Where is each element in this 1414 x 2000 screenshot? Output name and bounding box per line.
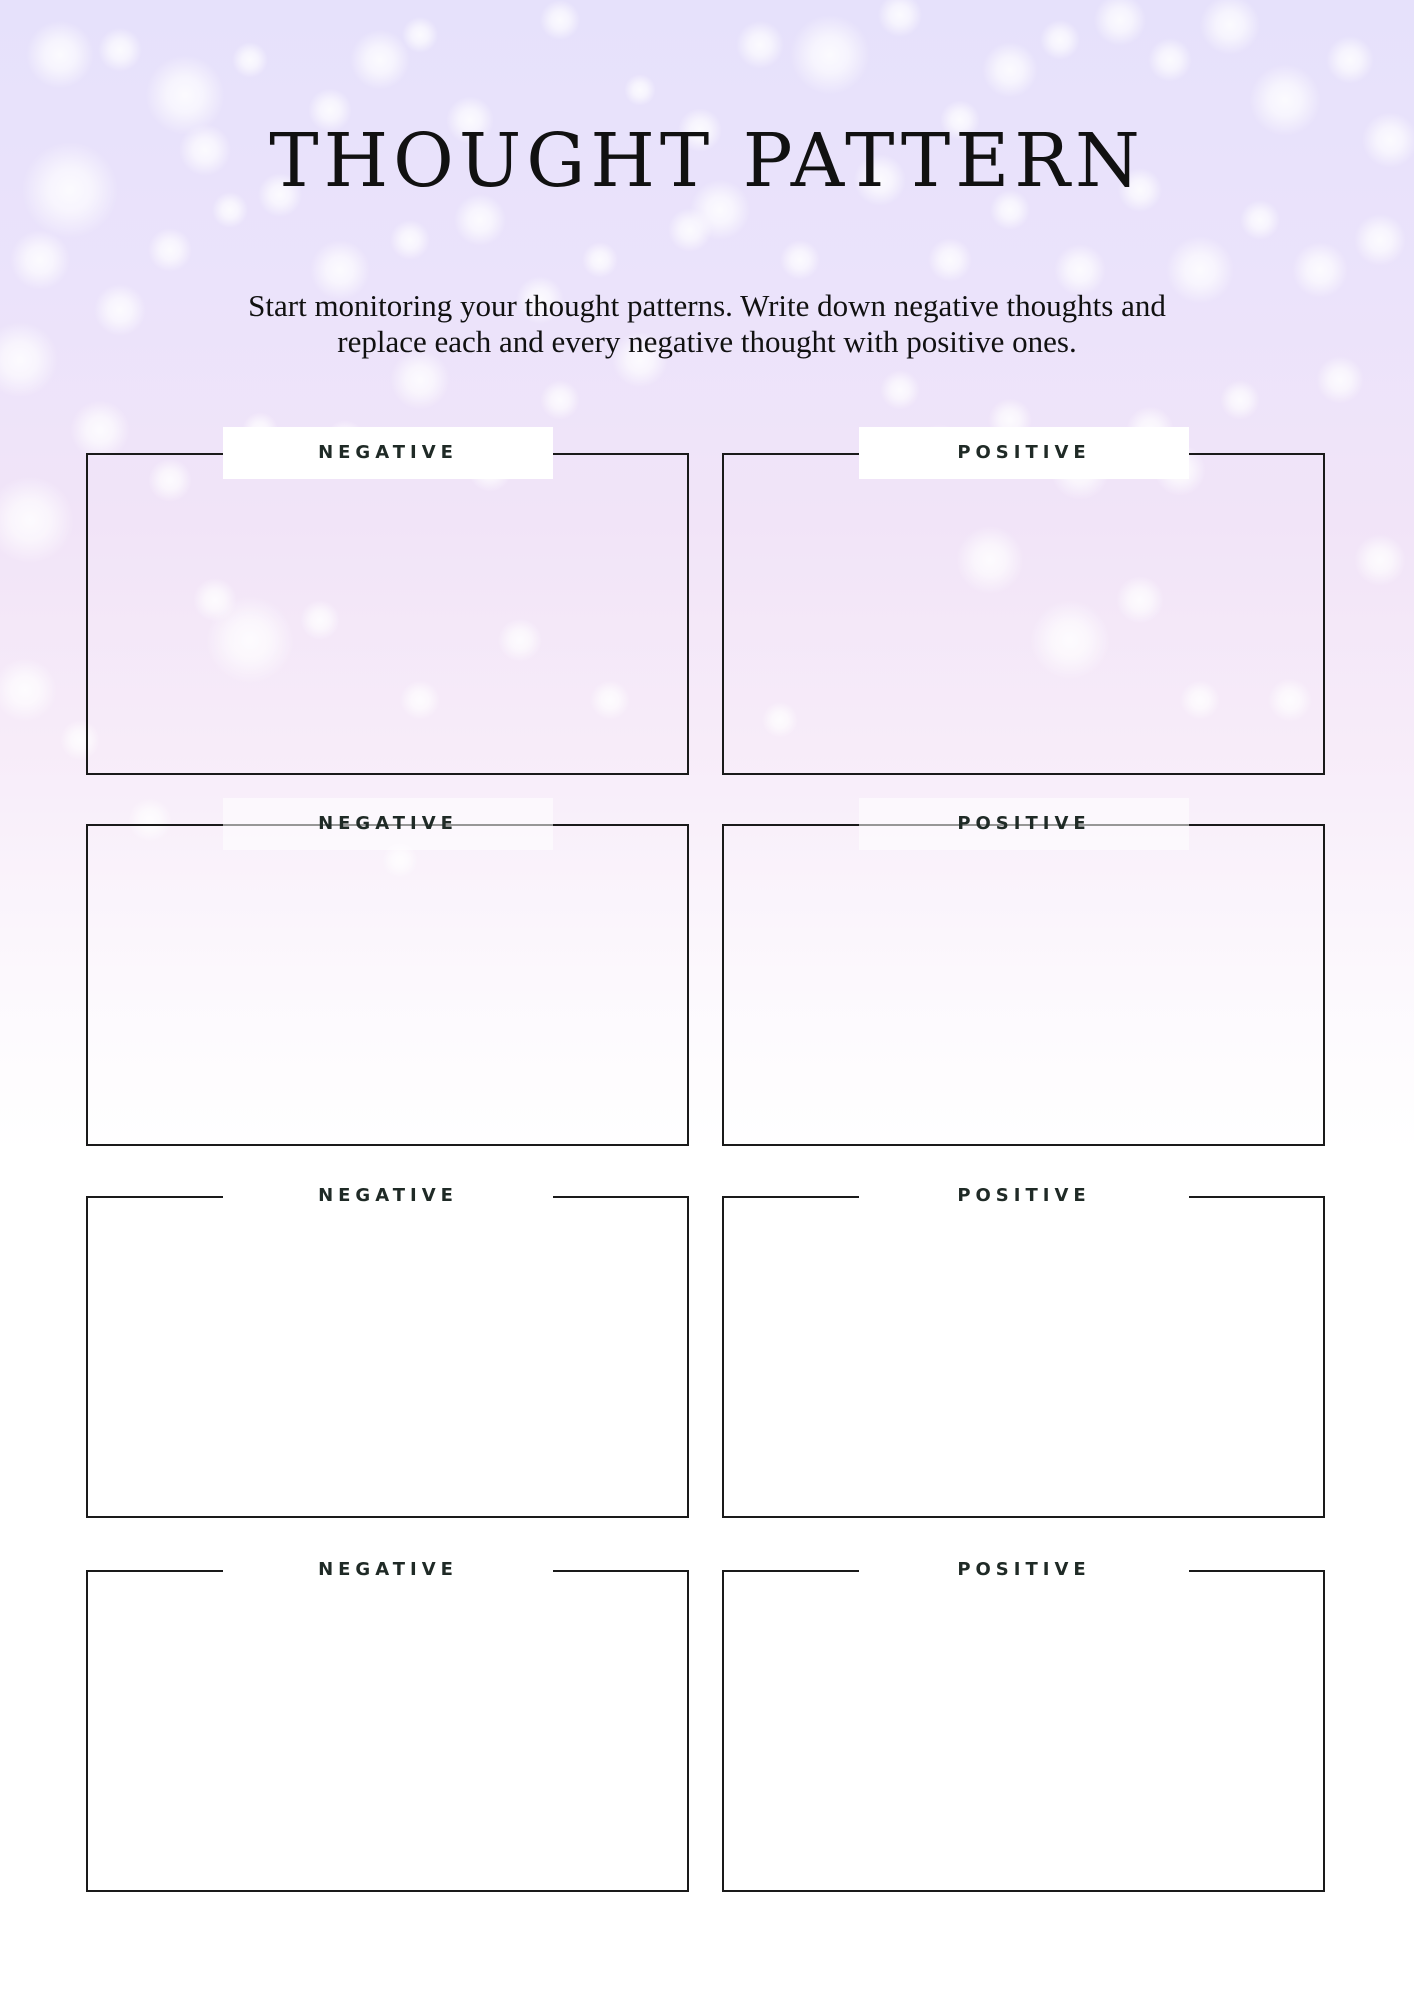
bokeh-dot (1292, 242, 1348, 298)
bokeh-dot (1148, 38, 1192, 82)
negative-label: NEGATIVE (223, 427, 553, 479)
negative-box[interactable] (86, 813, 689, 1146)
positive-box[interactable] (722, 1559, 1325, 1892)
bokeh-dot (350, 30, 410, 90)
bokeh-dot (880, 370, 920, 410)
instructions-line-1: Start monitoring your thought patterns. Write down negative thoughts and (248, 288, 1166, 323)
bokeh-dot (70, 400, 130, 460)
bokeh-dot (928, 238, 972, 282)
bokeh-dot (1354, 214, 1406, 266)
negative-label: NEGATIVE (223, 1544, 553, 1596)
bokeh-dot (0, 658, 57, 722)
bokeh-dot (736, 21, 784, 69)
bokeh-dot (0, 322, 58, 398)
positive-box[interactable] (722, 813, 1325, 1146)
bokeh-dot (1220, 380, 1260, 420)
instructions-line-2: replace each and every negative thought with positive ones. (337, 324, 1077, 359)
bokeh-dot (582, 242, 618, 278)
bokeh-dot (540, 0, 580, 40)
page-title: THOUGHT PATTERN (269, 118, 1145, 204)
positive-box[interactable] (722, 1185, 1325, 1518)
instructions-text (140, 288, 1274, 360)
bokeh-dot (1354, 534, 1406, 586)
bokeh-dot (1326, 36, 1374, 84)
bokeh-dot (1240, 200, 1280, 240)
negative-box[interactable] (86, 1559, 689, 1892)
negative-box[interactable] (86, 1185, 689, 1518)
positive-label: POSITIVE (859, 798, 1189, 850)
positive-label: POSITIVE (859, 427, 1189, 479)
negative-box[interactable] (86, 442, 689, 775)
bokeh-dot (540, 380, 580, 420)
positive-label: POSITIVE (859, 1170, 1189, 1222)
positive-label: POSITIVE (859, 1544, 1189, 1596)
bokeh-dot (1316, 356, 1364, 404)
bokeh-dot (780, 240, 820, 280)
bokeh-dot (1040, 20, 1080, 60)
negative-label: NEGATIVE (223, 798, 553, 850)
bokeh-dot (402, 17, 438, 53)
bokeh-dot (26, 21, 94, 89)
bokeh-dot (390, 220, 430, 260)
bokeh-dot (1094, 0, 1146, 46)
bokeh-dot (10, 230, 70, 290)
bokeh-dot (624, 74, 656, 106)
bokeh-dot (878, 0, 922, 37)
bokeh-dot (98, 28, 142, 72)
bokeh-dot (0, 476, 74, 564)
bokeh-dot (790, 15, 870, 95)
bokeh-dot (148, 228, 192, 272)
bokeh-dot (982, 42, 1038, 98)
bokeh-dot (232, 42, 268, 78)
positive-box[interactable] (722, 442, 1325, 775)
bokeh-dot (1200, 0, 1260, 55)
bokeh-dot (94, 284, 146, 336)
negative-label: NEGATIVE (223, 1170, 553, 1222)
